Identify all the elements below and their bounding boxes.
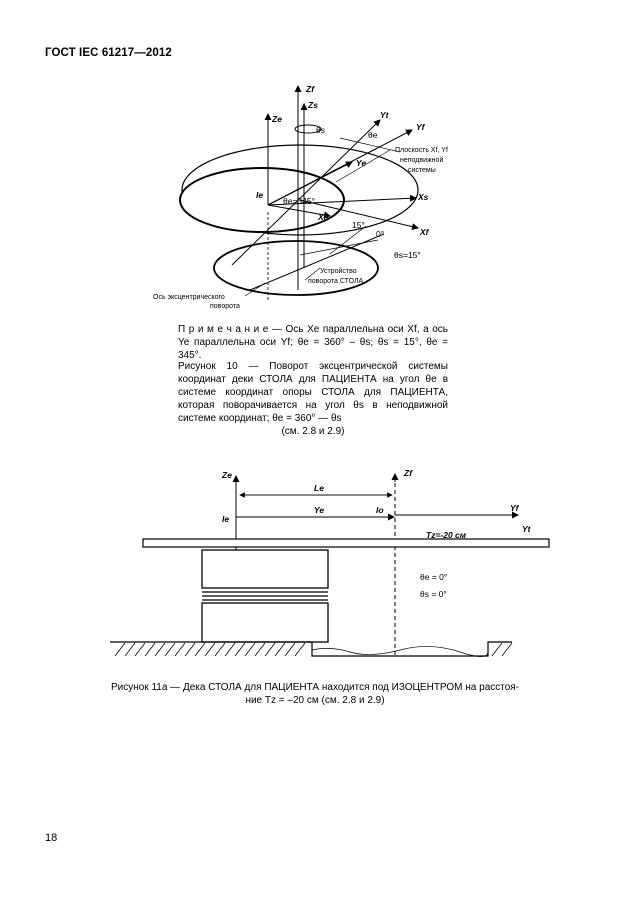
figure-11a-caption: Рисунок 11a — Дека СТОЛА для ПАЦИЕНТА находится под ИЗОЦЕНТРОМ на расстоя-ние Tz = –20 см (см. 2.8 и 2.9): [110, 682, 520, 706]
xs-label: Xs: [418, 192, 429, 202]
axis-label-line2: поворота: [210, 303, 240, 310]
zs-label: Zs: [308, 100, 318, 110]
device-label-line1: Устройство: [320, 268, 357, 275]
ie-label: Ie: [256, 190, 264, 200]
deg0-label: 0°: [376, 229, 385, 239]
theta-e-top-label: θe: [368, 130, 378, 140]
ze-label: Ze: [272, 114, 282, 124]
page-number: 18: [45, 832, 58, 844]
io-label: Io: [376, 505, 384, 515]
zf-label: Zf: [306, 84, 315, 94]
yf-label-11a: Yf: [510, 503, 519, 513]
figure-10-caption-main: Рисунок 10 — Поворот эксцентрической системы координат деки СТОЛА для ПАЦИЕНТА на угол θe в системе координат опоры СТОЛА для ПАЦИЕНТА, которая поворачивается на угол θs в неподвижной системе координат; θe = 360° — θs: [178, 361, 448, 424]
xe-label: Xe: [318, 212, 329, 222]
xf-label: Xf: [420, 227, 429, 237]
yf-label: Yf: [416, 122, 425, 132]
deg15-label: 15°: [352, 220, 365, 230]
le-label: Le: [314, 483, 324, 493]
device-label-line2: поворота СТОЛА: [308, 278, 364, 285]
theta-s-label-11a: θs = 0°: [420, 589, 447, 599]
figure-10-diagram: [0, 0, 630, 320]
ie-label-11a: Ie: [222, 514, 230, 524]
plane-note-line3: системы: [408, 167, 436, 174]
figure-10-caption-ref: (см. 2.8 и 2.9): [281, 426, 345, 437]
theta-e-value: θe=345°: [283, 196, 315, 206]
yt-label: Yt: [380, 110, 389, 120]
pedestal-upper: [202, 550, 328, 588]
tz-label: Tz=-20 см: [426, 530, 467, 540]
ye-label-11a: Ye: [314, 505, 325, 515]
theta-s-value: θs=15°: [394, 250, 421, 260]
yt-label-11a: Yt: [522, 524, 531, 534]
axis-label-line1: Ось эксцентрического: [153, 294, 225, 301]
ye-label: Ye: [356, 158, 367, 168]
zf-label-11a: Zf: [404, 468, 413, 478]
table-top-ellipse: [180, 168, 344, 232]
table-top-board: [143, 539, 549, 547]
pedestal-lower: [202, 603, 328, 642]
page-header: ГОСТ IEC 61217—2012: [45, 47, 172, 59]
theta-s-top-label: θs: [316, 125, 325, 135]
theta-e-label-11a: θe = 0°: [420, 572, 448, 582]
figure-10-caption: [178, 360, 448, 438]
figure-10-note: П р и м е ч а н и е — Ось Xe параллельна оси Xf, а ось Ye параллельна оси Yf; θe = 360° – θs; θs = 15°, θe = 345°.: [178, 324, 448, 361]
plane-note-line1: Плоскость Xf, Yf: [395, 147, 448, 154]
plane-note-line2: неподвижной: [400, 157, 444, 164]
figure-11a-diagram: [0, 460, 630, 670]
ze-label-11a: Ze: [222, 470, 232, 480]
